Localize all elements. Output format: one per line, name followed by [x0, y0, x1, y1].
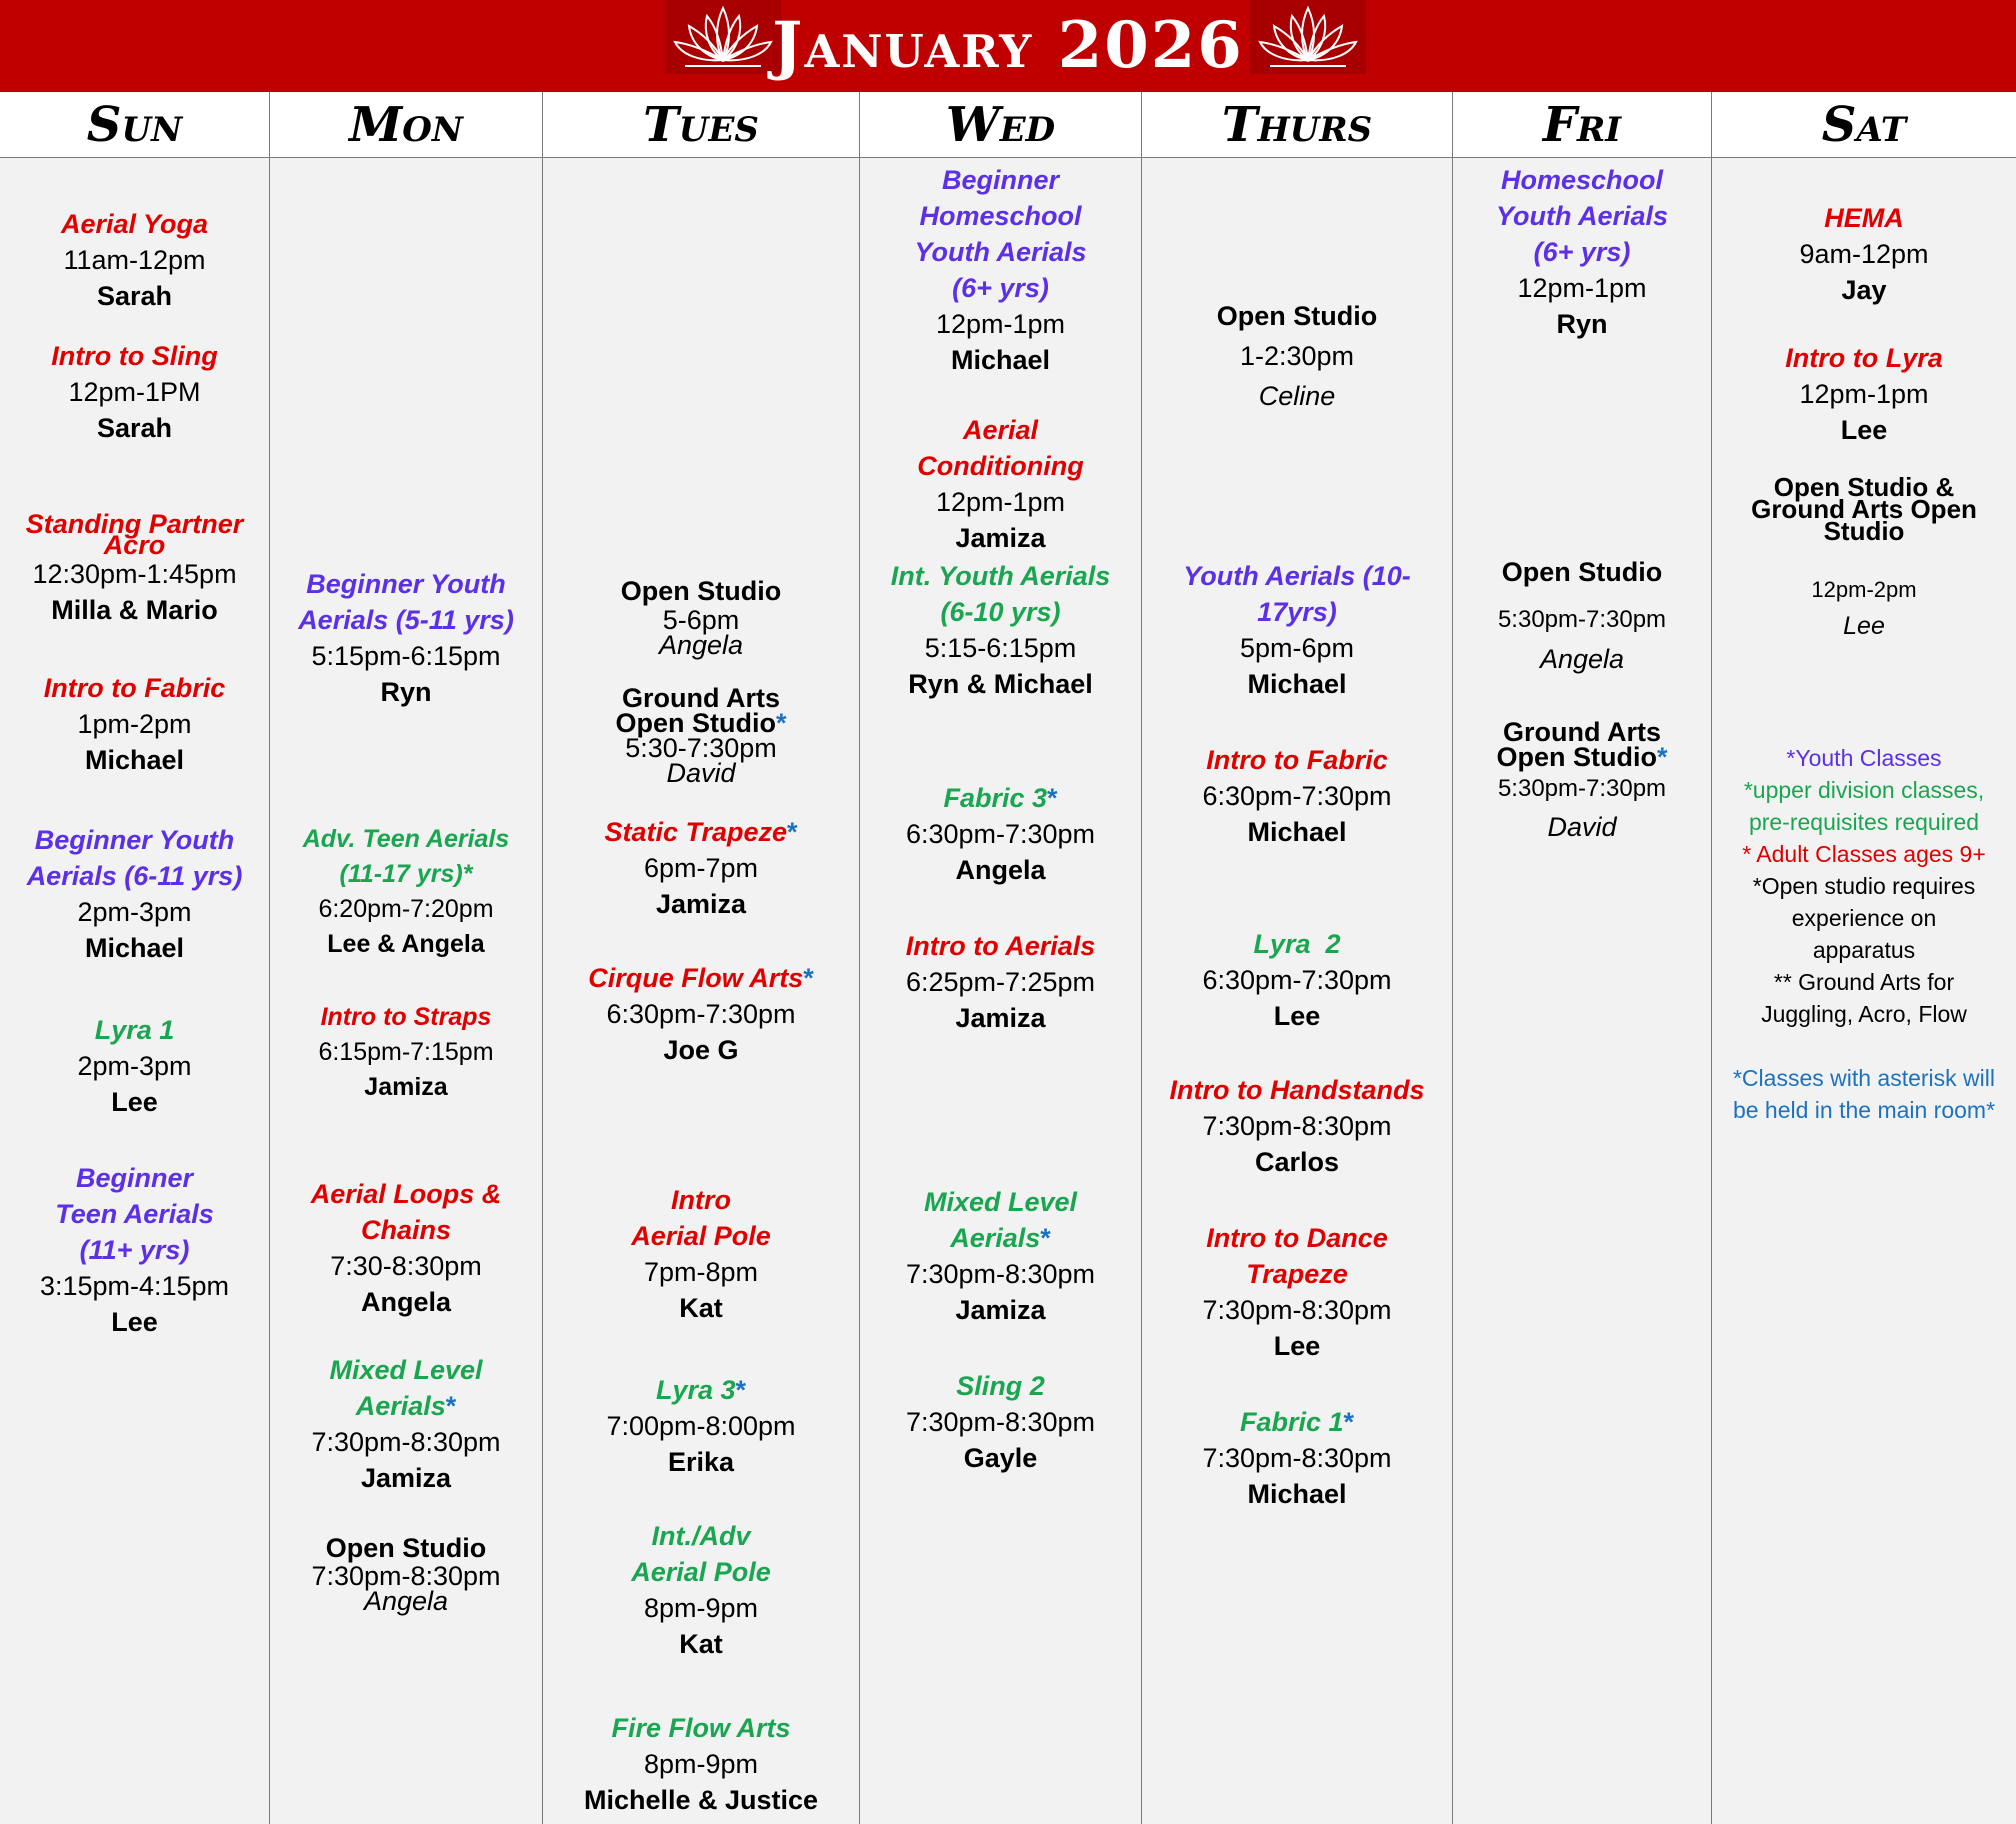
class-title: Aerial Loops & Chains [310, 1179, 502, 1245]
class-instructor: Lee [111, 1307, 158, 1337]
class-title: Fire Flow Arts [611, 1713, 791, 1743]
class-title [543, 960, 859, 996]
class-entry [860, 558, 1141, 702]
class-entry [860, 1184, 1141, 1328]
note-ground-arts: ** Ground Arts for Juggling, Acro, Flow [1761, 969, 1967, 1027]
class-entry [270, 1000, 542, 1105]
class-entry [543, 1710, 859, 1818]
class-title [1142, 1404, 1452, 1440]
class-title: Intro to Handstands [1169, 1075, 1425, 1105]
day-header: Thurs [1142, 92, 1452, 158]
class-title-text: Open Studio [1496, 742, 1657, 772]
class-title-line2 [1453, 742, 1711, 772]
class-entry [0, 509, 269, 628]
class-title: Intro to Fabric [1206, 745, 1388, 775]
class-entry [1142, 742, 1452, 850]
main-room-asterisk: * [1040, 1223, 1051, 1253]
class-title: Int. Youth Aerials (6-10 yrs) [890, 561, 1111, 627]
class-title-line2: Trapeze [1246, 1259, 1348, 1289]
class-entry [1142, 1220, 1452, 1364]
day-header: Sun [0, 92, 269, 158]
class-time: 7pm-8pm [643, 1257, 759, 1287]
class-entry [1712, 472, 2016, 644]
class-time: 5:15-6:15pm [924, 633, 1077, 663]
class-time: 1pm-2pm [77, 709, 192, 739]
class-instructor: Lee [111, 1087, 158, 1117]
class-title: Adv. Teen Aerials (11-17 yrs)* [302, 825, 510, 888]
class-entry [543, 814, 859, 922]
class-instructor: Lee [1840, 415, 1888, 445]
class-title: Lyra 2 [1253, 929, 1341, 959]
class-time: 6:30pm-7:30pm [1202, 965, 1392, 995]
class-time: 7:30pm-8:30pm [905, 1259, 1096, 1289]
class-time: 12pm-1pm [935, 487, 1066, 517]
class-entry [270, 1176, 542, 1320]
main-room-asterisk: * [1656, 742, 1668, 772]
class-entry [0, 1012, 269, 1120]
class-title: Intro [671, 1185, 731, 1215]
day-column-mon [270, 92, 543, 1824]
class-title-text: Static Trapeze [604, 817, 788, 847]
day-column-thurs [1142, 92, 1453, 1824]
class-entry [1712, 340, 2016, 448]
main-room-asterisk: * [1343, 1407, 1355, 1437]
class-instructor: Michael [84, 745, 185, 775]
class-time: 8pm-9pm [643, 1593, 759, 1623]
class-title [543, 814, 859, 850]
class-instructor: Sarah [96, 281, 173, 311]
class-instructor: Michael [1247, 1479, 1347, 1509]
class-time: 7:30-8:30pm [330, 1251, 482, 1281]
class-time: 6:30pm-7:30pm [1202, 781, 1392, 811]
class-title-text: Open Studio [615, 708, 776, 738]
class-instructor: Jamiza [655, 889, 747, 919]
class-time: 12pm-2pm [1811, 577, 1917, 602]
main-room-asterisk: * [735, 1375, 747, 1405]
class-time: 5:15pm-6:15pm [311, 641, 501, 671]
class-time: 5-6pm [662, 605, 740, 635]
class-instructor: Erika [667, 1447, 735, 1477]
class-instructor: Kat [679, 1293, 723, 1323]
class-title: Intro to Lyra [1785, 343, 1943, 373]
class-time: 2pm-3pm [77, 897, 192, 927]
class-title-line2: Aerial Pole [631, 1221, 771, 1251]
class-entry [543, 1182, 859, 1326]
class-time: 8pm-9pm [643, 1749, 759, 1779]
class-title [860, 1184, 1141, 1256]
main-room-asterisk: * [775, 708, 787, 738]
class-entry [1453, 717, 1711, 846]
class-instructor: Lee [1843, 612, 1885, 640]
class-time: 7:30pm-8:30pm [1202, 1295, 1392, 1325]
class-entry [0, 206, 269, 314]
class-instructor: Lee & Angela [327, 930, 485, 958]
class-time: 12pm-1PM [68, 377, 201, 407]
class-title: Youth Aerials (10-17yrs) [1183, 561, 1411, 627]
day-body [1142, 158, 1452, 1824]
class-entry [860, 928, 1141, 1036]
class-time: 3:15pm-4:15pm [39, 1271, 230, 1301]
class-title: Homeschool Youth Aerials [1495, 165, 1669, 231]
class-title-text: Lyra 3 [655, 1375, 736, 1405]
class-instructor: Michael [84, 933, 185, 963]
class-time: 5:30-7:30pm [625, 733, 777, 763]
class-instructor: Lee [1273, 1001, 1321, 1031]
class-instructor: Carlos [1254, 1147, 1340, 1177]
class-time: 11am-12pm [63, 245, 206, 275]
class-title: Standing Partner Acro [25, 509, 244, 560]
class-instructor: David [666, 758, 736, 788]
class-entry [1453, 162, 1711, 342]
class-title-line2: Conditioning [917, 451, 1084, 481]
class-time: 12pm-1pm [1517, 273, 1647, 303]
class-entry [1142, 558, 1452, 702]
main-room-asterisk: * [787, 817, 798, 847]
class-entry [1142, 1404, 1452, 1512]
class-title-text: Fabric 1 [1239, 1407, 1344, 1437]
class-title: Intro to Fabric [43, 673, 226, 703]
class-instructor: Michelle & Justice [583, 1785, 819, 1815]
class-title-text: Mixed Level Aerials [329, 1355, 483, 1421]
day-column-sun [0, 92, 270, 1824]
main-room-asterisk: * [445, 1391, 457, 1421]
day-column-wed [860, 92, 1142, 1824]
class-title: Intro to Sling [51, 341, 218, 371]
class-instructor: Jamiza [364, 1073, 448, 1101]
note-open-studio: *Open studio requires experience on apparatus [1752, 873, 1976, 963]
class-instructor: Sarah [96, 413, 173, 443]
class-entry [860, 162, 1141, 378]
header-banner [0, 0, 2016, 92]
class-instructor: Jay [1841, 275, 1887, 305]
class-instructor: David [1547, 812, 1617, 842]
class-title: Sling 2 [956, 1371, 1045, 1401]
class-time: 6:30pm-7:30pm [905, 819, 1096, 849]
class-time: 6:30pm-7:30pm [606, 999, 796, 1029]
class-time: 7:30pm-8:30pm [905, 1407, 1096, 1437]
class-title: Beginner Youth Aerials (5-11 yrs) [298, 569, 514, 635]
class-instructor: Celine [1258, 381, 1336, 411]
class-title-text: Cirque Flow Arts [588, 963, 804, 993]
class-entry [543, 1372, 859, 1480]
day-body [543, 158, 859, 1824]
class-instructor: Angela [658, 630, 744, 660]
class-entry [1142, 1072, 1452, 1180]
class-instructor: Gayle [963, 1443, 1038, 1473]
class-title: Intro to Aerials [905, 931, 1096, 961]
class-entry [1142, 926, 1452, 1034]
class-title: Lyra 1 [94, 1015, 175, 1045]
class-entry [543, 1518, 859, 1662]
day-body [860, 158, 1141, 1824]
note-upper-division: *upper division classes, pre-requisites required [1743, 777, 1985, 835]
class-title: Intro to Dance [1206, 1223, 1388, 1253]
class-title: Open Studio [1216, 301, 1378, 331]
class-entry [860, 412, 1141, 556]
class-instructor: Angela [955, 855, 1046, 885]
class-entry [270, 1352, 542, 1496]
day-column-sat [1712, 92, 2016, 1824]
class-time: 6:15pm-7:15pm [318, 1038, 494, 1066]
day-body [0, 158, 269, 1824]
class-time: 12:30pm-1:45pm [32, 559, 237, 589]
class-entry [270, 1532, 542, 1614]
class-time: 5:30pm-7:30pm [1497, 775, 1667, 802]
day-header: Tues [543, 92, 859, 158]
note-main-room: *Classes with asterisk will be held in the main room* [1732, 1065, 1996, 1123]
class-instructor: Michael [1247, 669, 1347, 699]
class-title: Ground Arts [622, 683, 780, 713]
class-entry [1142, 296, 1452, 416]
note-adult: * Adult Classes ages 9+ [1742, 841, 1986, 867]
class-time: 7:30pm-8:30pm [1202, 1443, 1392, 1473]
main-room-asterisk: * [803, 963, 814, 993]
class-title-age: (6+ yrs) [952, 273, 1049, 303]
class-title: Intro to Straps [320, 1003, 492, 1031]
class-title: Beginner Homeschool Youth Aerials [914, 165, 1087, 267]
legend-notes [1712, 742, 2016, 1126]
class-entry [543, 683, 859, 788]
class-entry [0, 670, 269, 778]
class-title: Ground Arts [1503, 717, 1661, 747]
class-instructor: Michael [950, 345, 1051, 375]
class-entry [0, 338, 269, 446]
class-title [860, 780, 1141, 816]
class-title-line2: Aerial Pole [631, 1557, 771, 1587]
class-instructor: Angela [363, 1586, 449, 1616]
class-time: 7:30pm-8:30pm [311, 1427, 501, 1457]
class-instructor: Michael [1247, 817, 1347, 847]
day-body [1712, 158, 2016, 1824]
class-entry [0, 1160, 269, 1340]
class-title: HEMA [1824, 203, 1904, 233]
class-entry [0, 822, 269, 966]
class-title [543, 1372, 859, 1408]
class-entry [543, 960, 859, 1068]
class-title: Int./Adv [651, 1521, 751, 1551]
class-time: 12pm-1pm [1799, 379, 1929, 409]
class-title-age: (6+ yrs) [1533, 237, 1631, 267]
lotus-icon [1250, 0, 1366, 74]
day-column-fri [1453, 92, 1712, 1824]
class-entry [860, 780, 1141, 888]
class-time: 7:30pm-8:30pm [1202, 1111, 1392, 1141]
class-title: Aerial [962, 415, 1039, 445]
day-body [270, 158, 542, 1824]
class-title: Open Studio [620, 576, 782, 606]
class-title-text: Mixed Level Aerials [923, 1187, 1078, 1253]
class-entry [270, 822, 542, 962]
class-time: 12pm-1pm [935, 309, 1066, 339]
class-time: 6pm-7pm [643, 853, 759, 883]
class-title [270, 1352, 542, 1424]
class-title: Aerial Yoga [60, 209, 209, 239]
day-header: Wed [860, 92, 1141, 158]
calendar-grid [0, 92, 2016, 1824]
class-time: 6:25pm-7:25pm [905, 967, 1096, 997]
class-time: 1-2:30pm [1239, 341, 1355, 371]
class-instructor: Lee [1273, 1331, 1321, 1361]
class-time: 5pm-6pm [1239, 633, 1355, 663]
class-title: Beginner Teen Aerials [55, 1163, 214, 1229]
class-time: 5:30pm-7:30pm [1497, 606, 1667, 633]
class-instructor: Kat [679, 1629, 723, 1659]
day-column-tues [543, 92, 860, 1824]
class-instructor: Ryn & Michael [908, 669, 1093, 699]
class-instructor: Jamiza [955, 1003, 1046, 1033]
class-instructor: Milla & Mario [51, 595, 218, 625]
class-entry [1453, 542, 1711, 680]
day-header: Fri [1453, 92, 1711, 158]
class-instructor: Jamiza [955, 523, 1046, 553]
day-header: Sat [1712, 92, 2016, 158]
class-title: Open Studio & Ground Arts Open Studio [1751, 472, 1977, 546]
class-time: 7:00pm-8:00pm [606, 1411, 796, 1441]
class-instructor: Ryn [1556, 309, 1608, 339]
class-time: 6:20pm-7:20pm [318, 895, 494, 923]
class-instructor: Jamiza [360, 1463, 452, 1493]
class-time: 2pm-3pm [77, 1051, 192, 1081]
class-entry [543, 574, 859, 658]
class-instructor: Angela [1539, 644, 1625, 674]
class-instructor: Jamiza [955, 1295, 1046, 1325]
class-entry [1712, 200, 2016, 308]
class-instructor: Ryn [380, 677, 432, 707]
class-instructor: Joe G [663, 1035, 739, 1065]
day-header: Mon [270, 92, 542, 158]
class-title-text: Fabric 3 [943, 783, 1048, 813]
main-room-asterisk: * [1047, 783, 1058, 813]
page-title: January 2026 [772, 8, 1244, 83]
class-instructor: Angela [360, 1287, 452, 1317]
class-title: Beginner Youth Aerials (6-11 yrs) [26, 825, 243, 891]
class-entry [270, 566, 542, 710]
day-body [1453, 158, 1711, 1824]
class-title: Open Studio [1501, 557, 1663, 587]
class-time: 9am-12pm [1799, 239, 1929, 269]
class-entry [860, 1368, 1141, 1476]
note-youth: *Youth Classes [1786, 745, 1942, 771]
class-title-age: (11+ yrs) [79, 1235, 190, 1265]
class-title: Open Studio [325, 1533, 487, 1563]
class-time: 7:30pm-8:30pm [311, 1561, 501, 1591]
